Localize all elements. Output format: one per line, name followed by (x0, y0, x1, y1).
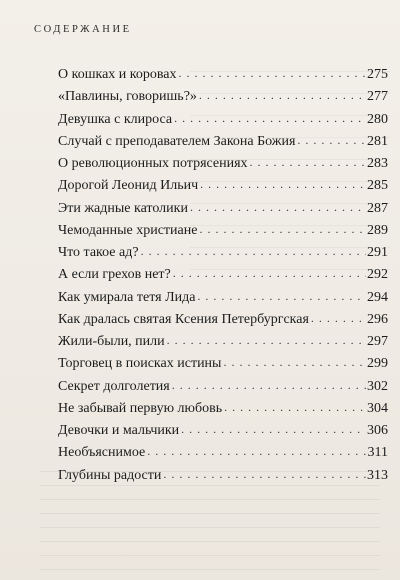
toc-entry-page: 283 (367, 156, 388, 171)
toc-entry (58, 419, 388, 441)
toc-entry-page: 281 (367, 133, 388, 149)
toc-entry-title: Чемоданные христиане (58, 222, 198, 238)
toc-leader-dots (224, 396, 366, 418)
toc-entry (58, 330, 388, 352)
toc-entry-page: 299 (367, 356, 388, 372)
toc-entry-title: А если грехов нет? (58, 267, 171, 283)
toc-entry-title: О кошках и коровах (58, 67, 177, 82)
toc-entry-page: 304 (367, 400, 388, 416)
toc-leader-dots (197, 285, 366, 307)
toc-entry (58, 197, 388, 219)
toc-entry-page: 296 (367, 311, 388, 327)
toc-leader-dots (190, 196, 366, 218)
toc-leader-dots (179, 62, 366, 84)
toc-entry-page: 291 (367, 245, 388, 260)
toc-entry (58, 375, 388, 397)
toc-leader-dots (172, 374, 366, 396)
toc-entry-title: Дорогой Леонид Ильич (58, 178, 199, 194)
toc-entry-page: 292 (367, 267, 388, 283)
toc-entry-title: Случай с преподавателем Закона Божия (58, 133, 296, 149)
toc-entry (58, 108, 388, 130)
toc-entry (58, 286, 388, 308)
toc-entry (58, 441, 388, 463)
toc-entry-title: Эти жадные католики (58, 200, 188, 216)
toc-entry-title: О революционных потрясениях (58, 156, 248, 171)
toc-entry (58, 219, 388, 241)
toc-entry-page: 294 (367, 289, 388, 305)
toc-leader-dots (250, 151, 366, 173)
toc-leader-dots (163, 463, 366, 485)
toc-entry-title: Глубины радости (58, 467, 162, 483)
toc-entry-title: Как умирала тетя Лида (58, 289, 196, 305)
toc-entry (58, 85, 388, 107)
toc-entry-title: Девушка с клироса (58, 111, 173, 127)
toc-entry (58, 308, 388, 330)
toc-entry-title: Как дралась святая Ксения Петербургская (58, 311, 309, 327)
toc-entry (58, 464, 388, 486)
toc-entry-page: 313 (367, 467, 388, 483)
toc-entry-title: Секрет долголетия (58, 378, 170, 394)
toc-leader-dots (297, 129, 366, 151)
toc-entry-title: Не забывай первую любовь (58, 400, 223, 416)
toc-leader-dots (311, 307, 366, 329)
toc-leader-dots (174, 107, 366, 129)
toc-entry-title: Торговец в поисках истины (58, 356, 222, 372)
toc-leader-dots (141, 240, 366, 262)
toc-entry-page: 297 (367, 334, 388, 349)
toc-leader-dots (147, 440, 366, 462)
toc-entry-page: 311 (367, 445, 388, 461)
toc-entry (58, 152, 388, 174)
page-heading: СОДЕРЖАНИЕ (34, 24, 132, 35)
toc-entry-page: 302 (367, 378, 388, 394)
toc-leader-dots (199, 218, 366, 240)
toc-leader-dots (223, 351, 366, 373)
toc-entry-page: 285 (367, 178, 388, 194)
toc-entry-page: 287 (367, 200, 388, 216)
toc-entry (58, 130, 388, 152)
toc-leader-dots (200, 173, 366, 195)
toc-entry (58, 63, 388, 85)
toc-entry-page: 277 (367, 89, 388, 105)
toc-entry-title: Что такое ад? (58, 245, 139, 260)
toc-entry-title: Жили-были, пили (58, 334, 165, 349)
toc-entry (58, 241, 388, 263)
table-of-contents (58, 63, 388, 486)
toc-entry-title: Девочки и мальчики (58, 423, 180, 438)
toc-entry-page: 289 (367, 222, 388, 238)
toc-entry (58, 397, 388, 419)
toc-leader-dots (173, 262, 366, 284)
toc-leader-dots (199, 84, 366, 106)
toc-leader-dots (167, 329, 366, 351)
toc-entry-page: 280 (367, 111, 388, 127)
toc-entry-page: 275 (367, 67, 388, 82)
toc-entry-page: 306 (367, 423, 388, 438)
toc-entry (58, 263, 388, 285)
toc-entry (58, 174, 388, 196)
toc-entry-title: «Павлины, говоришь?» (58, 89, 197, 105)
toc-entry (58, 352, 388, 374)
toc-leader-dots (181, 418, 366, 440)
toc-entry-title: Необъяснимое (58, 445, 146, 461)
